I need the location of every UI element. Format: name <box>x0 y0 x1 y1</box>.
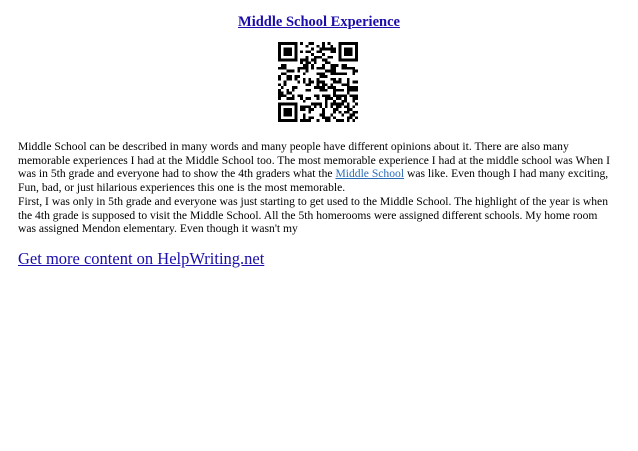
paragraph-1 <box>18 140 618 194</box>
get-more-content-link[interactable]: Get more content on HelpWriting.net <box>18 249 265 268</box>
page-title[interactable]: Middle School Experience <box>238 14 400 30</box>
paragraph-2: First, I was only in 5th grade and everyone was just starting to get used to the Middle School. The highlight of the year is when the 4th grade is supposed to visit the Middle School. All the 5th homerooms were assigned different schools. My home room was assigned Mendon elementary. Even though it wasn't my <box>18 195 608 236</box>
middle-school-link[interactable]: Middle School <box>335 167 405 181</box>
qr-code-icon <box>278 42 358 122</box>
paragraph-1-text-before: Middle School can be described in many words and many people have different opinions about it. There are also many memorable experiences I had at the Middle School too. The most memorable experience I had at the middle school was When I was in 5th grade and everyone had to show the 4th graders what the <box>18 140 610 181</box>
paragraph-1-text-after: was like. Even though I had many exciting, Fun, bad, or just hilarious experiences this one is the most memorable. <box>18 167 609 194</box>
